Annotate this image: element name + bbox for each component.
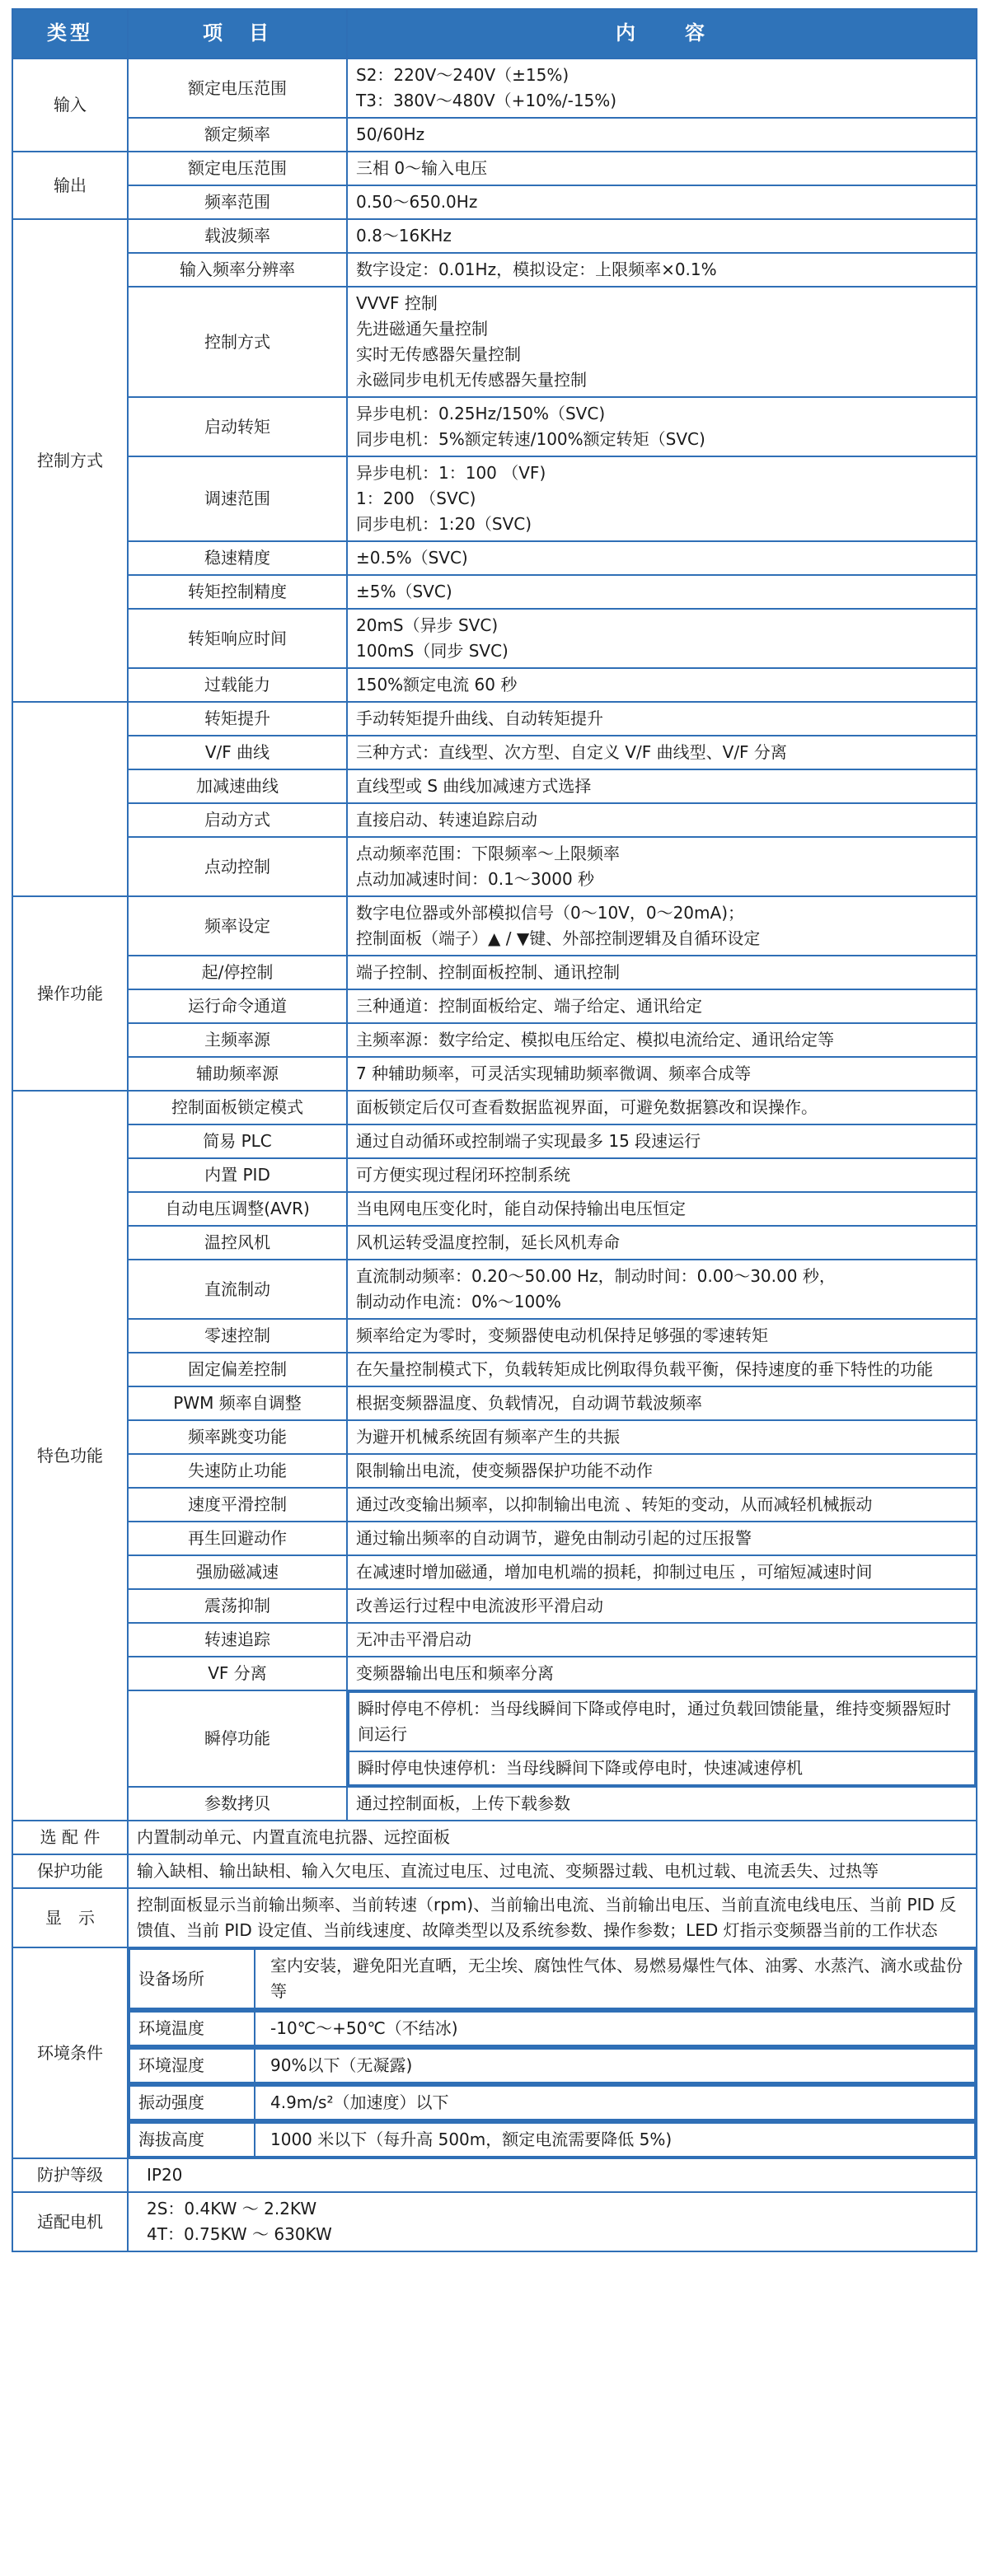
content-line: 通过改变输出频率，以抑制输出电流 、转矩的变动，从而减轻机械振动	[356, 1494, 873, 1514]
content-line: 1：200 （SVC)	[356, 489, 476, 508]
sub-cell	[349, 1751, 975, 1785]
spec-row	[12, 1319, 977, 1353]
content-line: 在减速时增加磁通，增加电机端的损耗，抑制过电压 ，可缩短减速时间	[356, 1562, 873, 1582]
spec-row	[12, 1787, 977, 1821]
category-cell: 特色功能	[12, 1091, 128, 1821]
item-cell: 固定偏差控制	[128, 1353, 347, 1386]
spec-row	[12, 1888, 977, 1947]
content-line: ±0.5%（SVC)	[356, 548, 468, 568]
spec-row	[12, 769, 977, 803]
spec-row	[12, 397, 977, 456]
content-cell	[347, 185, 977, 219]
content-line: ±5%（SVC)	[356, 582, 452, 601]
item-cell: 温控风机	[128, 1226, 347, 1260]
content-cell	[128, 2010, 977, 2047]
content-line: 异步电机：1：100 （VF)	[356, 463, 546, 483]
spec-row	[12, 287, 977, 397]
category-cell: 保护功能	[12, 1854, 128, 1888]
content-cell	[347, 1023, 977, 1057]
content-cell	[347, 541, 977, 575]
item-cell: 载波频率	[128, 219, 347, 253]
item-cell: 转矩提升	[128, 702, 347, 736]
spec-row	[12, 1854, 977, 1888]
spec-row	[12, 2121, 977, 2158]
content-cell	[347, 668, 977, 702]
content-cell: 内置制动单元、内置直流电抗器、远控面板	[128, 1821, 977, 1854]
spec-row	[12, 1589, 977, 1623]
item-cell: 速度平滑控制	[128, 1488, 347, 1522]
item-cell: 辅助频率源	[128, 1057, 347, 1091]
item-cell: 额定频率	[128, 118, 347, 152]
content-cell	[347, 1091, 977, 1124]
content-cell	[347, 769, 977, 803]
spec-row	[12, 2158, 977, 2192]
item-cell: 转矩响应时间	[128, 609, 347, 668]
spec-row	[12, 609, 977, 668]
env-item-cell: 振动强度	[129, 2086, 255, 2120]
content-line: 控制面板（端子）▲ / ▼键、外部控制逻辑及自循环设定	[356, 928, 761, 948]
content-line: 150%额定电流 60 秒	[356, 675, 518, 694]
item-cell: 启动方式	[128, 803, 347, 837]
sub-table	[129, 1948, 976, 2009]
spec-row	[12, 1158, 977, 1192]
item-cell: V/F 曲线	[128, 736, 347, 769]
spec-row	[12, 1386, 977, 1420]
spec-row	[12, 956, 977, 989]
content-line: 实时无传感器矢量控制	[356, 344, 521, 364]
spec-body	[12, 58, 977, 2251]
content-cell	[347, 1260, 977, 1319]
content-cell	[347, 609, 977, 668]
content-line: 直线型或 S 曲线加减速方式选择	[356, 776, 592, 796]
sub-row	[129, 2049, 975, 2083]
item-cell: 频率设定	[128, 896, 347, 956]
content-line: 同步电机：1:20（SVC)	[356, 514, 532, 534]
category-cell: 输入	[12, 58, 128, 152]
content-line: 可方便实现过程闭环控制系统	[356, 1165, 570, 1185]
content-cell	[128, 2121, 977, 2158]
env-item-cell: 环境温度	[129, 2012, 255, 2045]
content-line: 同步电机：5%额定转速/100%额定转矩（SVC)	[356, 429, 705, 449]
content-cell	[347, 1420, 977, 1454]
item-cell: 转速追踪	[128, 1623, 347, 1657]
content-cell	[347, 1226, 977, 1260]
category-cell: 防护等级	[12, 2158, 128, 2192]
sub-row	[129, 2012, 975, 2045]
item-cell: 控制面板锁定模式	[128, 1091, 347, 1124]
content-cell: 控制面板显示当前输出频率、当前转速（rpm)、当前输出电流、当前输出电压、当前直流电线电压、当前 PID 反馈值、当前 PID 设定值、当前线速度、故障类型以及系统参数、操作参数；LED 灯指示变频器当前的工作状态	[128, 1888, 977, 1947]
spec-row	[12, 1454, 977, 1488]
content-line: T3：380V～480V（+10%/-15%)	[356, 91, 617, 110]
spec-row	[12, 456, 977, 541]
content-cell	[128, 2047, 977, 2084]
item-cell: 额定电压范围	[128, 58, 347, 118]
item-cell: 直流制动	[128, 1260, 347, 1319]
category-cell	[12, 702, 128, 896]
content-line: 4T：0.75KW ～ 630KW	[147, 2224, 332, 2244]
content-cell	[347, 1192, 977, 1226]
content-line: 面板锁定后仅可查看数据监视界面，可避免数据篡改和误操作。	[356, 1097, 818, 1117]
spec-row	[12, 1420, 977, 1454]
env-value-cell: 4.9m/s²（加速度）以下	[255, 2086, 975, 2120]
item-cell: VF 分离	[128, 1657, 347, 1690]
spec-row	[12, 702, 977, 736]
content-cell	[347, 1386, 977, 1420]
spec-row	[12, 1947, 977, 2010]
spec-table	[12, 8, 977, 2252]
content-line: 0.8～16KHz	[356, 226, 452, 245]
item-cell: 强励磁减速	[128, 1555, 347, 1589]
spec-row	[12, 575, 977, 609]
sub-table	[129, 2122, 976, 2158]
sub-table	[129, 2085, 976, 2120]
item-cell: 震荡抑制	[128, 1589, 347, 1623]
spec-row	[12, 219, 977, 253]
content-cell	[347, 1124, 977, 1158]
content-line: 100mS（同步 SVC)	[356, 641, 509, 661]
item-cell: 调速范围	[128, 456, 347, 541]
content-line: S2：220V～240V（±15%)	[356, 65, 569, 85]
content-cell	[347, 253, 977, 287]
content-cell	[347, 397, 977, 456]
category-cell: 控制方式	[12, 219, 128, 702]
item-cell: 自动电压调整(AVR)	[128, 1192, 347, 1226]
content-line: 0.50～650.0Hz	[356, 192, 478, 212]
content-line: 直流制动频率：0.20～50.00 Hz，制动时间：0.00～30.00 秒，	[356, 1266, 836, 1286]
content-cell	[347, 152, 977, 185]
item-cell: 再生回避动作	[128, 1522, 347, 1555]
content-cell	[347, 456, 977, 541]
content-cell	[128, 2192, 977, 2251]
spec-row	[12, 1657, 977, 1690]
content-line: 三种通道：控制面板给定、端子给定、通讯给定	[356, 996, 702, 1016]
sub-table	[129, 2011, 976, 2046]
content-line: 先进磁通矢量控制	[356, 319, 488, 339]
item-cell: 简易 PLC	[128, 1124, 347, 1158]
content-line: 直接启动、转速追踪启动	[356, 810, 537, 830]
content-line: 永磁同步电机无传感器矢量控制	[356, 370, 587, 390]
content-cell	[347, 1454, 977, 1488]
content-line: 点动频率范围：下限频率～上限频率	[356, 844, 620, 863]
sub-table	[129, 2048, 976, 2083]
header-item: 项 目	[128, 9, 347, 58]
content-cell	[347, 287, 977, 397]
content-line: 改善运行过程中电流波形平滑启动	[356, 1596, 603, 1615]
content-line: 通过控制面板，上传下载参数	[356, 1793, 570, 1813]
content-line: 为避开机械系统固有频率产生的共振	[356, 1427, 620, 1447]
spec-row	[12, 58, 977, 118]
content-line: 主频率源：数字给定、模拟电压给定、模拟电流给定、通讯给定等	[356, 1030, 834, 1050]
sub-table	[348, 1691, 976, 1786]
env-item-cell: 设备场所	[129, 1949, 255, 2008]
content-cell	[347, 1690, 977, 1787]
content-line: 数字设定：0.01Hz，模拟设定：上限频率×0.1%	[356, 259, 717, 279]
item-cell: 运行命令通道	[128, 989, 347, 1023]
content-line: 在矢量控制模式下，负载转矩成比例取得负载平衡，保持速度的垂下特性的功能	[356, 1359, 933, 1379]
item-cell: 过载能力	[128, 668, 347, 702]
spec-row	[12, 185, 977, 219]
content-cell	[128, 2084, 977, 2121]
spec-row	[12, 1555, 977, 1589]
content-line: 制动动作电流：0%～100%	[356, 1292, 561, 1311]
spec-row	[12, 1353, 977, 1386]
spec-row	[12, 1522, 977, 1555]
content-line: 根据变频器温度、负载情况，自动调节载波频率	[356, 1393, 702, 1413]
header-row	[12, 9, 977, 58]
spec-row	[12, 803, 977, 837]
content-line: 端子控制、控制面板控制、通讯控制	[356, 962, 620, 982]
content-cell	[347, 1555, 977, 1589]
content-cell	[347, 118, 977, 152]
env-value-cell: 1000 米以下（每升高 500m，额定电流需要降低 5%)	[255, 2123, 975, 2157]
spec-row	[12, 1057, 977, 1091]
spec-row	[12, 1690, 977, 1787]
spec-row	[12, 1124, 977, 1158]
content-cell	[347, 896, 977, 956]
spec-row	[12, 1260, 977, 1319]
item-cell: 主频率源	[128, 1023, 347, 1057]
content-line: 20mS（异步 SVC)	[356, 615, 499, 635]
content-cell: 输入缺相、输出缺相、输入欠电压、直流过电压、过电流、变频器过载、电机过载、电流丢失、过热等	[128, 1854, 977, 1888]
spec-row	[12, 253, 977, 287]
spec-row	[12, 1488, 977, 1522]
content-line: 点动加减速时间：0.1～3000 秒	[356, 869, 595, 889]
env-item-cell: 环境湿度	[129, 2049, 255, 2083]
spec-row	[12, 1623, 977, 1657]
content-line: 手动转矩提升曲线、自动转矩提升	[356, 708, 603, 728]
content-line: 7 种辅助频率，可灵活实现辅助频率微调、频率合成等	[356, 1064, 752, 1083]
content-cell	[347, 58, 977, 118]
content-line: 当电网电压变化时，能自动保持输出电压恒定	[356, 1199, 686, 1218]
content-cell	[347, 1319, 977, 1353]
item-cell: 起/停控制	[128, 956, 347, 989]
spec-row	[12, 2047, 977, 2084]
content-line: 2S：0.4KW ～ 2.2KW	[147, 2199, 317, 2218]
content-line: 三相 0～输入电压	[356, 158, 488, 178]
env-value-cell: -10℃～+50℃（不结冰)	[255, 2012, 975, 2045]
content-cell	[347, 736, 977, 769]
item-cell: 点动控制	[128, 837, 347, 896]
sub-row	[129, 2123, 975, 2157]
item-cell: 启动转矩	[128, 397, 347, 456]
item-cell: 转矩控制精度	[128, 575, 347, 609]
spec-row	[12, 989, 977, 1023]
content-cell	[347, 1522, 977, 1555]
sub-row	[349, 1751, 975, 1785]
spec-row	[12, 1023, 977, 1057]
spec-row	[12, 152, 977, 185]
category-cell: 显 示	[12, 1888, 128, 1947]
spec-row	[12, 1091, 977, 1124]
content-line: 瞬时停电不停机：当母线瞬间下降或停电时，通过负载回馈能量，维持变频器短时间运行	[358, 1699, 951, 1744]
category-cell: 选 配 件	[12, 1821, 128, 1854]
header-content: 内 容	[347, 9, 977, 58]
item-cell: 加减速曲线	[128, 769, 347, 803]
content-cell: IP20	[128, 2158, 977, 2192]
content-cell	[347, 575, 977, 609]
content-cell	[347, 1589, 977, 1623]
item-cell: 零速控制	[128, 1319, 347, 1353]
env-item-cell: 海拔高度	[129, 2123, 255, 2157]
content-cell	[347, 956, 977, 989]
sub-cell	[349, 1692, 975, 1751]
content-cell	[347, 1488, 977, 1522]
item-cell: 内置 PID	[128, 1158, 347, 1192]
sub-row	[129, 1949, 975, 2008]
sub-row	[349, 1692, 975, 1751]
spec-row	[12, 2084, 977, 2121]
spec-row	[12, 1226, 977, 1260]
item-cell: 稳速精度	[128, 541, 347, 575]
content-line: 无冲击平滑启动	[356, 1629, 471, 1649]
content-line: 变频器输出电压和频率分离	[356, 1663, 554, 1683]
content-cell	[347, 1353, 977, 1386]
content-line: 三种方式：直线型、次方型、自定义 V/F 曲线型、V/F 分离	[356, 742, 787, 762]
content-cell	[347, 837, 977, 896]
content-line: 风机运转受温度控制，延长风机寿命	[356, 1232, 620, 1252]
category-cell: 环境条件	[12, 1947, 128, 2158]
category-cell: 输出	[12, 152, 128, 219]
spec-row	[12, 736, 977, 769]
content-cell	[347, 803, 977, 837]
item-cell: PWM 频率自调整	[128, 1386, 347, 1420]
item-cell: 额定电压范围	[128, 152, 347, 185]
content-line: 50/60Hz	[356, 124, 425, 144]
item-cell: 失速防止功能	[128, 1454, 347, 1488]
spec-row	[12, 2010, 977, 2047]
item-cell: 控制方式	[128, 287, 347, 397]
header-type: 类型	[12, 9, 128, 58]
item-cell: 参数拷贝	[128, 1787, 347, 1821]
content-line: VVVF 控制	[356, 293, 438, 313]
env-value-cell: 90%以下（无凝露)	[255, 2049, 975, 2083]
content-line: 通过自动循环或控制端子实现最多 15 段速运行	[356, 1131, 701, 1151]
content-line: 频率给定为零时，变频器使电动机保持足够强的零速转矩	[356, 1325, 768, 1345]
item-cell: 输入频率分辨率	[128, 253, 347, 287]
content-cell	[347, 1657, 977, 1690]
content-cell	[347, 702, 977, 736]
spec-row	[12, 1192, 977, 1226]
spec-row	[12, 2192, 977, 2251]
content-cell	[347, 1787, 977, 1821]
content-line: 瞬时停电快速停机：当母线瞬间下降或停电时，快速减速停机	[358, 1758, 803, 1778]
env-value-cell: 室内安装，避免阳光直晒，无尘埃、腐蚀性气体、易燃易爆性气体、油雾、水蒸汽、滴水或盐份等	[255, 1949, 975, 2008]
category-cell: 适配电机	[12, 2192, 128, 2251]
content-line: 数字电位器或外部模拟信号（0～10V，0～20mA)；	[356, 903, 744, 923]
spec-row	[12, 541, 977, 575]
item-cell: 频率跳变功能	[128, 1420, 347, 1454]
content-cell	[347, 989, 977, 1023]
spec-row	[12, 896, 977, 956]
spec-row	[12, 118, 977, 152]
content-cell	[347, 1057, 977, 1091]
category-cell: 操作功能	[12, 896, 128, 1091]
spec-row	[12, 668, 977, 702]
sub-row	[129, 2086, 975, 2120]
content-line: 通过输出频率的自动调节，避免由制动引起的过压报警	[356, 1528, 752, 1548]
spec-row	[12, 837, 977, 896]
item-cell: 频率范围	[128, 185, 347, 219]
spec-row	[12, 1821, 977, 1854]
content-cell	[347, 1623, 977, 1657]
content-cell	[347, 1158, 977, 1192]
content-line: 限制输出电流，使变频器保护功能不动作	[356, 1461, 653, 1480]
content-line: 异步电机：0.25Hz/150%（SVC)	[356, 404, 606, 423]
item-cell: 瞬停功能	[128, 1690, 347, 1787]
content-cell	[347, 219, 977, 253]
content-cell	[128, 1947, 977, 2010]
